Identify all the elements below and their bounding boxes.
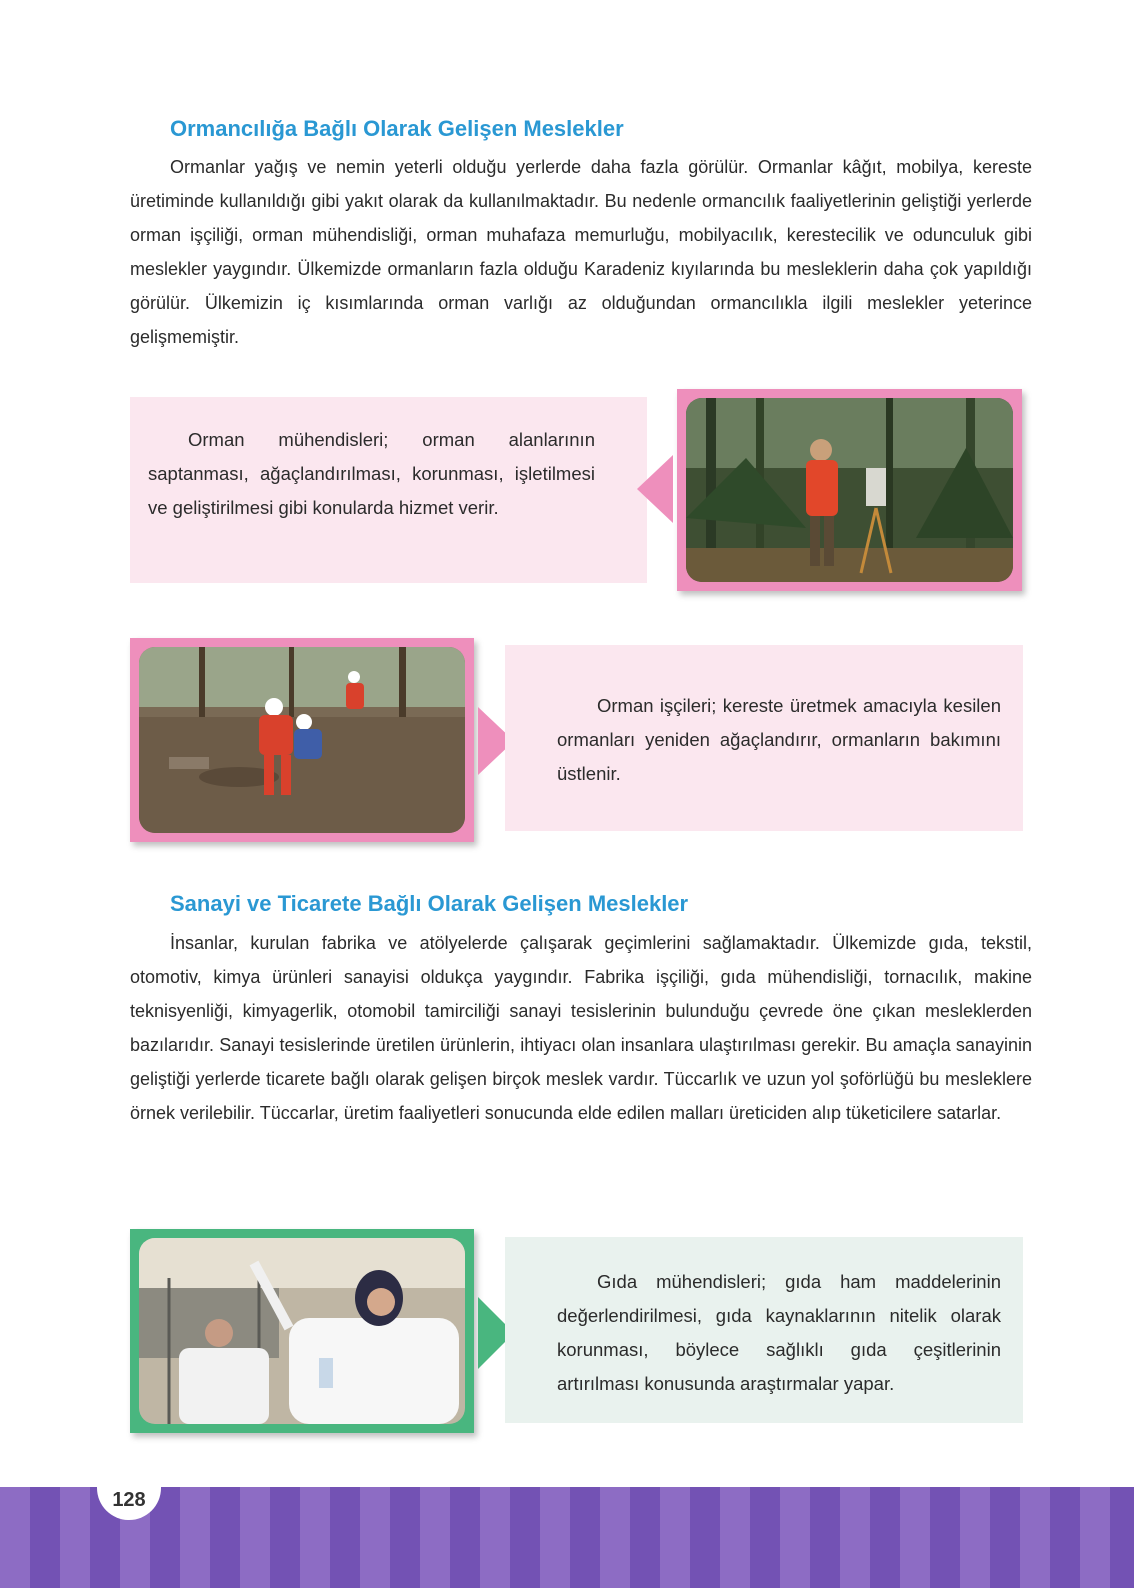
section-paragraph-industry (130, 926, 1032, 1130)
pointer-arrow-left (637, 455, 673, 523)
photo-food-engineers (139, 1238, 465, 1424)
section-heading-industry: Sanayi ve Ticarete Bağlı Olarak Gelişen Meslekler (170, 891, 689, 916)
photo-food-engineers-frame (130, 1229, 474, 1433)
footer-stripes (0, 1487, 1134, 1588)
info-box-text: Orman mühendisleri; orman alanlarının saptanması, ağaçlandırılması, korunması, işletilmesi ve geliştirilmesi gibi konularda hizmet verir. (148, 429, 595, 518)
info-box-text: Gıda mühendisleri; gıda ham maddelerinin değerlendirilmesi, gıda kaynaklarının nitelik olarak korunması, böylece sağlıklı gıda çeşitlerinin artırılması konusunda araştırmalar yapar. (557, 1271, 1001, 1394)
info-box-forest-engineers (130, 397, 647, 583)
photo-forest-engineer (686, 398, 1013, 582)
info-box-text: Orman işçileri; kereste üretmek amacıyla kesilen ormanları yeniden ağaçlandırır, ormanların bakımını üstlenir. (557, 695, 1001, 784)
info-box-food-engineers (505, 1237, 1023, 1423)
info-box-forest-workers (505, 645, 1023, 831)
paragraph-text: Ormanlar yağış ve nemin yeterli olduğu yerlerde daha fazla görülür. Ormanlar kâğıt, mobilya, kereste üretiminde kullanıldığı gibi yakıt olarak da kullanılmaktadır. Bu nedenle ormancılık faaliyetlerinin geliştiği yerlerde orman işçiliği, orman mühendisliği, orman muhafaza memurluğu, mobilyacılık, kerestecilik ve odunculuk gibi meslekler yaygındır. Ülkemizde ormanların fazla olduğu Karadeniz kıyılarında bu mesleklerin daha çok yapıldığı görülür. Ülkemizin iç kısımlarında orman varlığı az olduğundan ormancılıkla ilgili meslekler yeterince gelişmemiştir. (130, 157, 1032, 347)
photo-forest-workers-frame (130, 638, 474, 842)
photo-forest-engineer-frame (677, 389, 1022, 591)
section-heading-forestry: Ormancılığa Bağlı Olarak Gelişen Meslekler (170, 116, 624, 141)
paragraph-text: İnsanlar, kurulan fabrika ve atölyelerde çalışarak geçimlerini sağlamaktadır. Ülkemizde gıda, tekstil, otomotiv, kimya ürünleri sanayisi oldukça yaygındır. Fabrika işçiliği, gıda mühendisliği, tornacılık, makine teknisyenliği, kimyagerlik, otomobil tamirciliği sanayi tesislerinin bulunduğu çevrede öne çıkan mesleklerden bazılarıdır. Sanayi tesislerinde üretilen ürünlerin, ihtiyacı olan insanlara ulaştırılması gerekir. Bu amaçla sanayinin geliştiği yerlerde ticarete bağlı olarak gelişen birçok meslek vardır. Tüccarlık ve uzun yol şoförlüğü bu mesleklere örnek verilebilir. Tüccarlar, üretim faaliyetleri sonucunda elde edilen malları üreticiden alıp tüketicilere satarlar. (130, 933, 1032, 1123)
section-paragraph-forestry (130, 150, 1032, 354)
page-number: 128 (97, 1480, 161, 1520)
photo-forest-workers (139, 647, 465, 833)
